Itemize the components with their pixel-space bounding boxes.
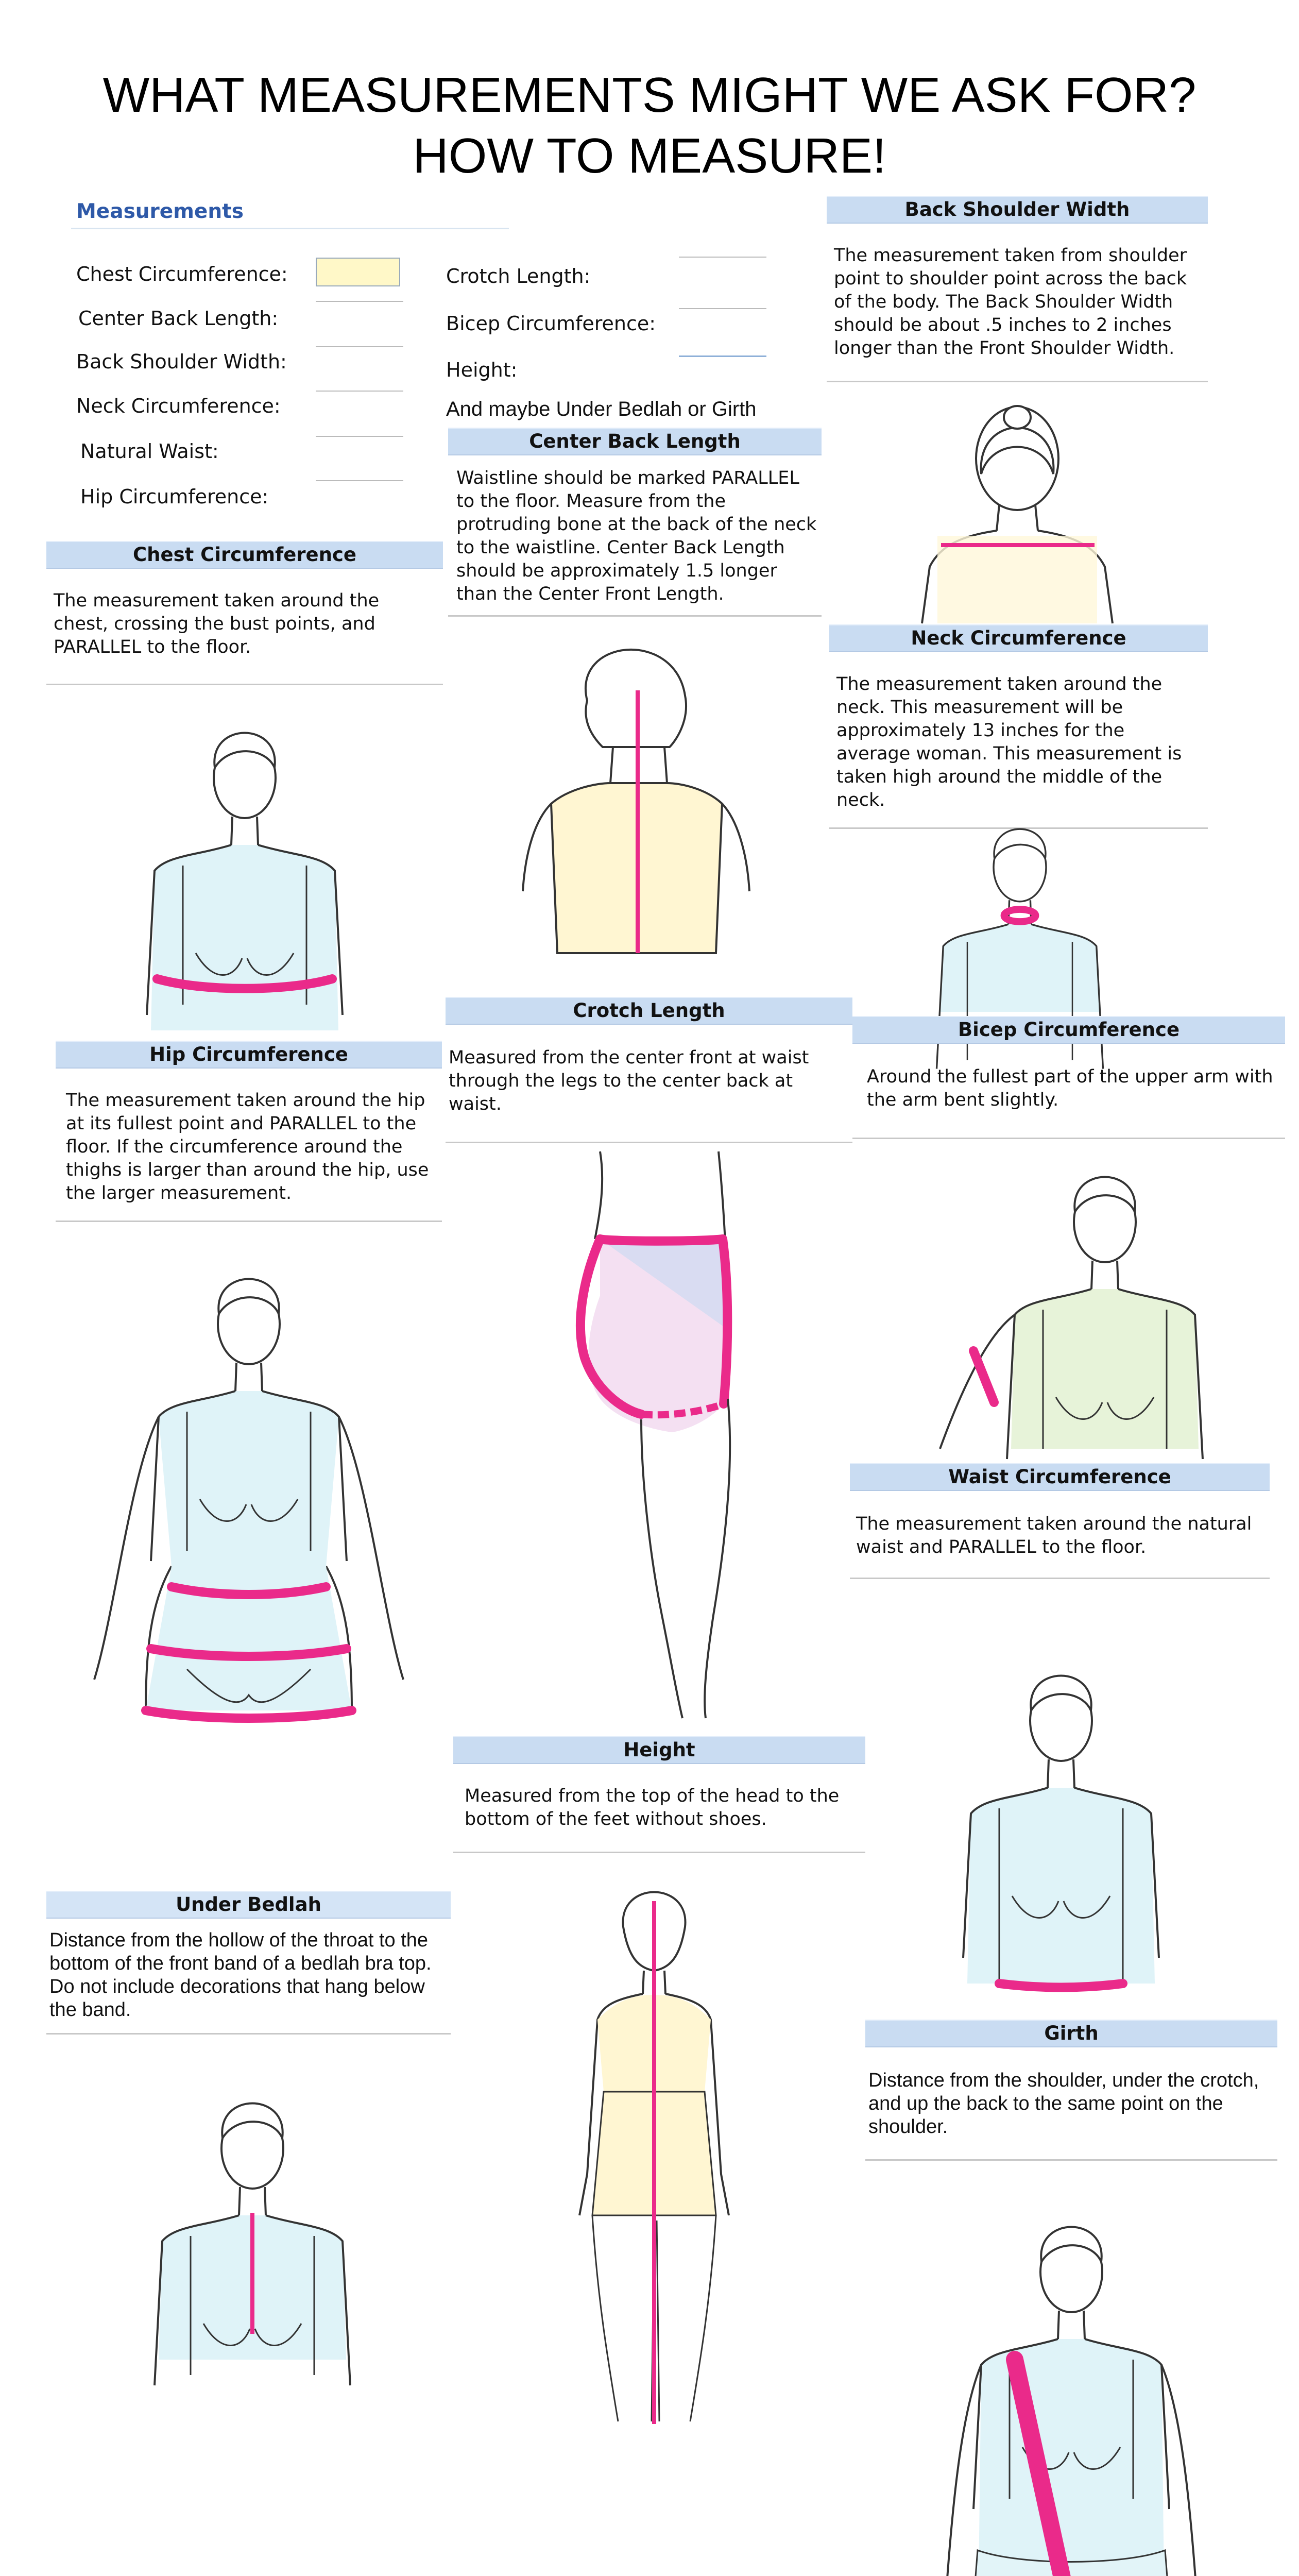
bicep-figure xyxy=(852,1160,1285,1449)
crotch-figure xyxy=(446,1151,852,1718)
panel-waist-circumference xyxy=(850,1463,1270,2030)
panel-neck-circumference xyxy=(829,624,1208,1006)
under-bedlah-figure xyxy=(46,2061,451,2349)
chest-figure xyxy=(46,711,443,1041)
form-label-center-back: Center Back Length: xyxy=(78,307,279,330)
panel-rule xyxy=(56,1221,442,1222)
form-label-bicep: Bicep Circumference: xyxy=(446,312,656,335)
panel-text-back-shoulder: The measurement taken from shoulder point to shoulder point across the back of the body. The Back Shoulder Width should be about .5 inches to 2 inches longer than the Front Shoulder Width. xyxy=(834,245,1187,359)
panel-girth xyxy=(865,2020,1277,2576)
title-line-1: WHAT MEASUREMENTS MIGHT WE ASK FOR? xyxy=(102,67,1197,123)
panel-rule xyxy=(850,1578,1270,1579)
panel-title-crotch: Crotch Length xyxy=(446,997,852,1025)
form-label-chest: Chest Circumference: xyxy=(76,263,288,285)
measurements-form xyxy=(56,196,818,508)
panel-title-neck: Neck Circumference xyxy=(829,624,1208,652)
panel-title-hip: Hip Circumference xyxy=(56,1041,442,1069)
natural-waist-input[interactable] xyxy=(316,436,403,437)
panel-center-back-length xyxy=(448,428,822,994)
panel-title-height: Height xyxy=(453,1736,865,1764)
form-label-hip: Hip Circumference: xyxy=(80,485,269,508)
panel-text-hip: The measurement taken around the hip at its fullest point and PARALLEL to the floor. If the circumference around the thighs is larger than around the hip, use the larger measurement. xyxy=(66,1090,429,1204)
panel-title-girth: Girth xyxy=(865,2020,1277,2047)
panel-title-waist: Waist Circumference xyxy=(850,1463,1270,1491)
panel-crotch-length xyxy=(446,997,852,1718)
panel-title-chest: Chest Circumference xyxy=(46,541,443,569)
page-title xyxy=(0,65,1299,187)
form-label-neck: Neck Circumference: xyxy=(76,395,281,417)
form-label-height: Height: xyxy=(446,359,518,381)
panel-bicep-circumference xyxy=(852,1016,1285,1449)
panel-text-girth: Distance from the shoulder, under the crotch, and up the back to the same point on the shoulder. xyxy=(868,2070,1259,2138)
panel-title-under-bedlah: Under Bedlah xyxy=(46,1891,451,1919)
panel-text-crotch: Measured from the center front at waist through the legs to the center back at waist. xyxy=(449,1047,809,1114)
panel-rule xyxy=(46,2033,451,2035)
panel-text-bicep: Around the fullest part of the upper arm with the arm bent slightly. xyxy=(867,1066,1273,1110)
back-shoulder-figure xyxy=(827,381,1208,623)
form-heading: Measurements xyxy=(76,200,244,223)
panel-rule xyxy=(448,615,822,617)
panel-rule xyxy=(46,684,443,685)
center-back-input[interactable] xyxy=(316,301,403,302)
panel-chest-circumference xyxy=(46,541,443,1041)
panel-hip-circumference xyxy=(56,1041,442,1788)
girth-figure xyxy=(865,2184,1277,2576)
back-shoulder-input[interactable] xyxy=(316,346,403,347)
height-figure xyxy=(453,1886,865,2432)
hip-figure xyxy=(56,1226,442,1783)
panel-rule xyxy=(446,1142,852,1143)
crotch-input[interactable] xyxy=(679,257,766,258)
height-input[interactable] xyxy=(679,355,766,357)
title-line-2: HOW TO MEASURE! xyxy=(413,128,886,183)
panel-text-waist: The measurement taken around the natural waist and PARALLEL to the floor. xyxy=(856,1514,1252,1557)
panel-text-height: Measured from the top of the head to the bottom of the feet without shoes. xyxy=(465,1786,840,1829)
bicep-input[interactable] xyxy=(679,308,766,309)
panel-text-neck: The measurement taken around the neck. This measurement will be approximately 13 inches for the average woman. This measurement is taken high around the middle of the neck. xyxy=(836,674,1182,810)
form-label-crotch: Crotch Length: xyxy=(446,265,591,287)
form-label-back-shoulder: Back Shoulder Width: xyxy=(76,350,287,373)
panel-title-bicep: Bicep Circumference xyxy=(852,1016,1285,1044)
panel-rule xyxy=(453,1852,865,1853)
form-divider xyxy=(71,228,509,229)
panel-back-shoulder-width xyxy=(827,196,1208,623)
neck-figure xyxy=(829,841,1208,1011)
panel-title-back-shoulder: Back Shoulder Width xyxy=(827,196,1208,224)
panel-height xyxy=(453,1736,865,2437)
panel-rule xyxy=(865,2159,1277,2161)
panel-rule xyxy=(852,1138,1285,1139)
form-label-natural-waist: Natural Waist: xyxy=(80,440,219,463)
waist-figure xyxy=(850,1633,1270,2025)
neck-input[interactable] xyxy=(316,391,403,392)
panel-title-center-back: Center Back Length xyxy=(448,428,822,455)
chest-input[interactable] xyxy=(316,258,400,286)
center-back-figure xyxy=(448,634,822,994)
panel-under-bedlah xyxy=(46,1891,451,2344)
panel-text-center-back: Waistline should be marked PARALLEL to the floor. Measure from the protruding bone at the back of the neck to the waistline. Center Back Length should be approximately 1.5 longer than the Center Front Length. xyxy=(456,468,817,604)
panel-text-under-bedlah: Distance from the hollow of the throat to the bottom of the front band of a bedlah bra top. Do not include decorations that hang below the band. xyxy=(49,1929,432,2021)
panel-text-chest: The measurement taken around the chest, crossing the bust points, and PARALLEL to the floor. xyxy=(54,590,380,657)
hip-input[interactable] xyxy=(316,480,403,481)
form-note: And maybe Under Bedlah or Girth xyxy=(446,398,757,420)
